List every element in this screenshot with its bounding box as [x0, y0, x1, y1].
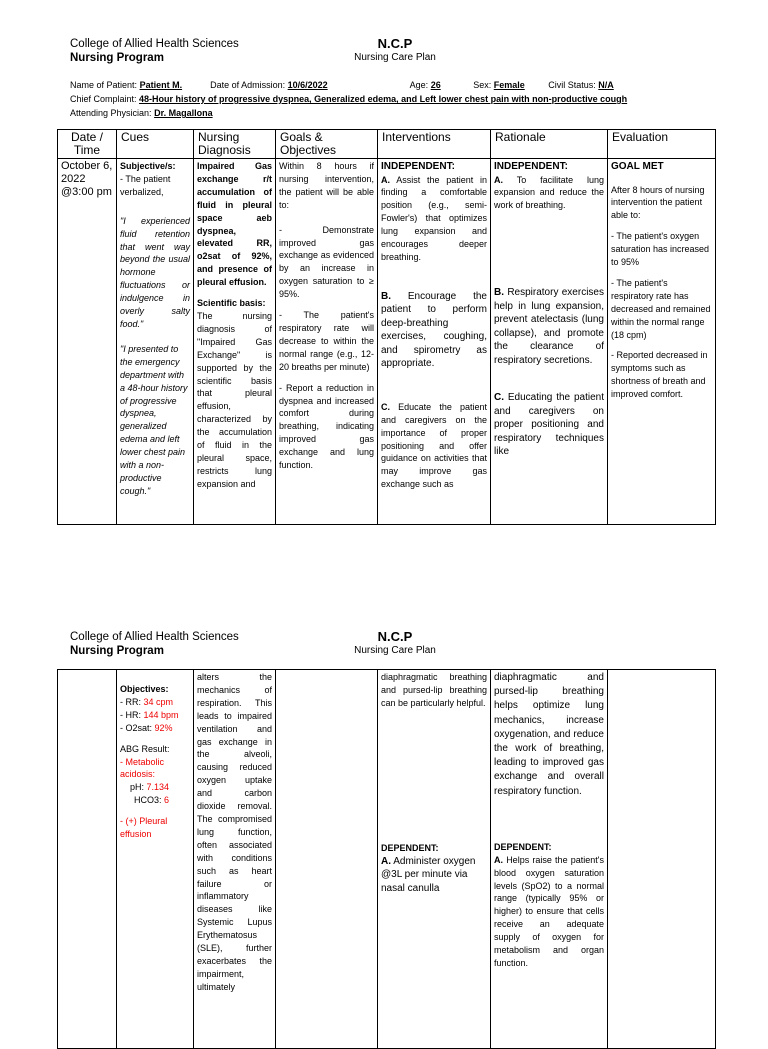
intervention-c-letter: C.	[381, 401, 390, 412]
header-goals: Goals & Objectives	[276, 130, 378, 159]
patient-sex: Female	[493, 80, 525, 90]
patient-quote-1: "I experienced fluid retention that went way beyond the usual hormone fluctuations or indulgence in overly salty food."	[120, 215, 190, 329]
objectives-cell	[117, 670, 194, 1049]
rationale-independent-label: INDEPENDENT:	[494, 161, 568, 172]
header-date-time: Date / Time	[58, 130, 117, 159]
page1-header-title	[300, 36, 490, 65]
physician-label: Attending Physician:	[70, 108, 152, 118]
interventions-cell	[378, 159, 491, 525]
rationale-c-letter: C.	[494, 392, 504, 404]
rr-label: - RR:	[120, 696, 141, 707]
header-evaluation: Evaluation	[608, 130, 716, 159]
civil-label: Civil Status:	[548, 80, 596, 90]
ph-label: pH:	[130, 782, 145, 793]
dependent-a-letter: A.	[381, 855, 391, 867]
intervention-c-continued: diaphragmatic breathing and pursed-lip breathing can be particularly helpful.	[381, 672, 487, 708]
respiratory-rate: 34 cpm	[143, 696, 174, 707]
rationale-c: Educating the patient and caregivers on proper positioning and respiratory techniques like	[494, 392, 605, 458]
evaluation-3: - Reported decreased in symptoms such as shortness of breath and improved comfort.	[611, 350, 708, 400]
chief-complaint-row	[70, 93, 627, 105]
goal-1: - Demonstrate improved gas exchange as evidenced by an increase in oxygen saturation to ≥ 95%.	[279, 224, 374, 300]
header-interventions: Interventions	[378, 130, 491, 159]
diagnosis-cell-2	[194, 670, 276, 1049]
attending-physician: Dr. Magallona	[154, 108, 213, 118]
dependent-rationale-letter: A.	[494, 854, 503, 865]
dependent-label: DEPENDENT:	[381, 842, 439, 853]
oxygen-saturation: 92%	[154, 722, 173, 733]
document-subtitle-2: Nursing Care Plan	[354, 645, 436, 656]
heart-rate: 144 bpm	[143, 709, 179, 720]
dependent-rationale-label: DEPENDENT:	[494, 841, 552, 852]
rationale-a-letter: A.	[494, 174, 503, 185]
nursing-diagnosis: Impaired Gas exchange r/t accumulation of fluid in pleural space aeb dyspnea, elevated RR, o2sat of 92%, and presence of pleural effusion.	[197, 161, 272, 288]
goal-3: - Report a reduction in dyspnea and increased comfort during breathing, indicating improved gas exchange and lung function.	[279, 382, 374, 471]
sex-label: Sex:	[473, 80, 492, 90]
care-plan-table-continued	[57, 669, 716, 1049]
document-subtitle: Nursing Care Plan	[354, 52, 436, 63]
rationale-b-letter: B.	[494, 287, 504, 299]
date-cell-2	[58, 670, 117, 1049]
rationale-c-continued: diaphragmatic and pursed-lip breathing helps optimize lung mechanics, increase oxygenation, and reduce the work of breathing, leading to improved gas exchange and overall respiratory function.	[494, 672, 604, 797]
header-cues: Cues	[117, 130, 194, 159]
goals-intro: Within 8 hours if nursing intervention, the patient will be able to:	[279, 161, 374, 210]
rationale-b: Respiratory exercises help in lung expansion, prevent atelectasis (lung collapse), and promote the clearance of respiratory secretions.	[494, 287, 604, 366]
cues-cell	[117, 159, 194, 525]
evaluation-cell	[608, 159, 716, 525]
plan-date: October 6, 2022 @3:00 pm	[61, 160, 113, 198]
intervention-b-letter: B.	[381, 290, 391, 302]
hco3-label: HCO3:	[134, 795, 162, 806]
physician-row	[70, 107, 213, 119]
scientific-basis-continued: alters the mechanics of respiration. This leads to impaired ventilation and gas exchange in the alveoli, causing reduced oxygen uptake and carbon dioxide removal. The compromised lung function, often associated with conditions such as heart failure or inflammatory diseases like Systemic Lupus Erythematosus (SLE), further exacerbates the impairment, ultimately	[197, 672, 272, 992]
admission-date: 10/6/2022	[287, 80, 328, 90]
document-title-2: N.C.P	[377, 629, 413, 644]
intervention-c: Educate the patient and caregivers on the importance of proper positioning and offer guidance on activities that may improve gas exchange such as	[381, 401, 487, 490]
evaluation-cell-2	[608, 670, 716, 1049]
patient-age: 26	[430, 80, 441, 90]
interventions-cell-2	[378, 670, 491, 1049]
page1-header-left	[70, 37, 239, 65]
patient-info-row	[70, 79, 632, 91]
goals-cell	[276, 159, 378, 525]
admission-label: Date of Admission:	[210, 80, 286, 90]
dependent-rationale-a: Helps raise the patient's blood oxygen saturation levels (SpO2) to a normal range (typically 95% or higher) to ensure that cells receive an adequate supply of oxygen for metabolism and organ function.	[494, 854, 604, 968]
date-cell	[58, 159, 117, 525]
rationale-cell-2	[491, 670, 608, 1049]
patient-quote-2: "I presented to the emergency department with a 48-hour history of progressive dyspnea, generalized edema and left lower chest pain with a non-productive cough."	[120, 343, 188, 496]
independent-label: INDEPENDENT:	[381, 161, 455, 172]
goals-cell-2	[276, 670, 378, 1049]
intervention-b: Encourage the patient to perform deep-breathing exercises, coughing, and spirometry as appropriate.	[381, 290, 487, 370]
abg-finding: - Metabolic acidosis:	[120, 756, 165, 780]
goal-met-label: GOAL MET	[611, 161, 664, 172]
scientific-basis-label: Scientific basis:	[197, 298, 266, 309]
goal-2: - The patient's respiratory rate will decrease to within the normal range (e.g., 12-20 breaths per minute)	[279, 310, 374, 372]
page2-header-title	[300, 629, 490, 658]
patient-name-label: Name of Patient:	[70, 80, 138, 90]
header-rationale: Rationale	[491, 130, 608, 159]
subjective-text: - The patient verbalized,	[120, 173, 171, 197]
patient-name: Patient M.	[139, 80, 183, 90]
college-name-2: College of Allied Health Sciences	[70, 631, 239, 643]
care-plan-table	[57, 129, 716, 525]
diagnosis-cell	[194, 159, 276, 525]
college-name: College of Allied Health Sciences	[70, 38, 239, 50]
evaluation-1: - The patient's oxygen saturation has increased to 95%	[611, 231, 710, 268]
o2-label: - O2sat:	[120, 722, 153, 733]
abg-label: ABG Result:	[120, 743, 170, 754]
chief-complaint: 48-Hour history of progressive dyspnea, Generalized edema, and Left lower chest pain with non-productive cough	[139, 94, 628, 104]
document-title: N.C.P	[377, 36, 413, 51]
header-diagnosis: Nursing Diagnosis	[194, 130, 276, 159]
dependent-intervention-a: Administer oxygen @3L per minute via nasal canulla	[381, 855, 476, 894]
intervention-a-letter: A.	[381, 174, 390, 185]
program-name-2: Nursing Program	[70, 645, 164, 657]
objectives-label: Objectives:	[120, 684, 169, 694]
scientific-basis: The nursing diagnosis of "Impaired Gas Exchange" is supported by the scientific basis that pleural effusion, characterized by the accumulation of fluid in the pleural space, restricts lung expansion and	[197, 310, 272, 489]
evaluation-2: - The patient's respiratory rate has decreased and remained within the normal range (18 cpm)	[611, 277, 711, 340]
page2-header-left	[70, 630, 239, 658]
ph-value: 7.134	[146, 782, 170, 793]
program-name: Nursing Program	[70, 52, 164, 64]
hco3-value: 6	[164, 795, 170, 806]
hr-label: - HR:	[120, 709, 141, 720]
evaluation-intro: After 8 hours of nursing intervention the patient able to:	[611, 184, 705, 221]
rationale-cell	[491, 159, 608, 525]
complaint-label: Chief Complaint:	[70, 94, 137, 104]
intervention-a: Assist the patient in finding a comfortable position (e.g., semi-Fowler's) that optimizes lung expansion and encourages deeper breathing.	[381, 174, 487, 262]
subjective-label: Subjective/s:	[120, 161, 176, 171]
civil-status: N/A	[598, 80, 614, 90]
pleural-effusion-finding: - (+) Pleural effusion	[120, 816, 168, 840]
age-label: Age:	[409, 80, 429, 90]
rationale-a: To facilitate lung expansion and reduce the work of breathing.	[494, 174, 604, 211]
